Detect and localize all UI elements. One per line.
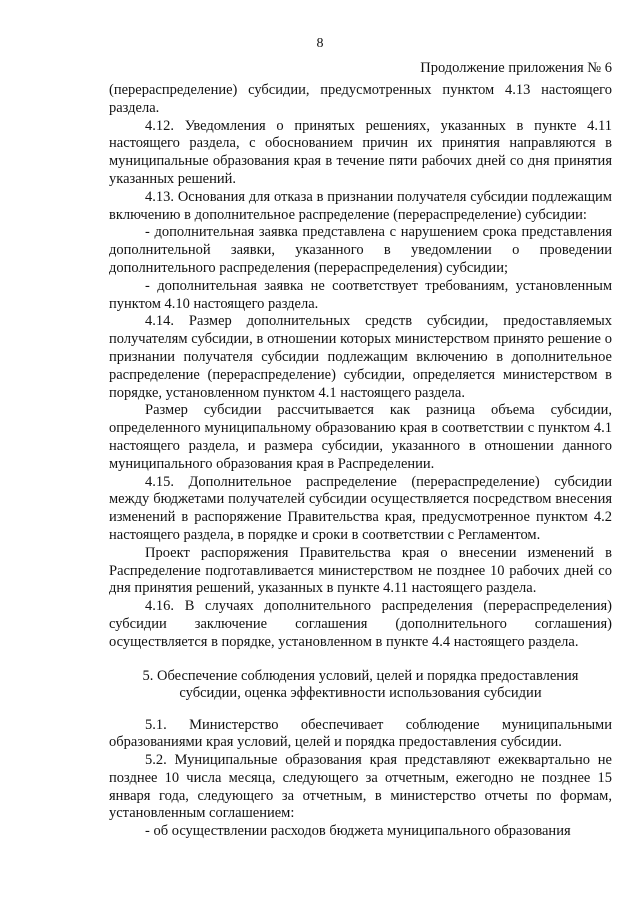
paragraph: 5.1. Министерство обеспечивает соблюдение муниципальными образованиями края условий, целей и порядка предоставления субсидии. [109,716,612,751]
paragraph: Размер субсидии рассчитывается как разница объема субсидии, определенного муниципальному образованию края в соответствии с пунктом 4.1 настоящего раздела, и размера субсидии, указанного в отношении данного муниципального образования края в Распределении. [109,402,612,472]
page-number: 8 [316,36,324,51]
document-body [109,82,612,841]
paragraph: 4.15. Дополнительное распределение (перераспределение) субсидии между бюджетами получателей субсидии осуществляется посредством внесения изменений в распоряжение Правительства края, предусмотренное пунктом 4.2 настоящего раздела, в порядке и сроки в соответствии с Регламентом. [109,473,612,543]
appendix-header: Продолжение приложения № 6 [420,60,612,76]
paragraph: 4.13. Основания для отказа в признании получателя субсидии подлежащим включению в дополнительное распределение (перераспределение) субсидии: [109,188,612,223]
list-item: - дополнительная заявка представлена с нарушением срока представления дополнительной заявки, указанного в уведомлении о проведении дополнительного распределения (перераспределения) субсидии; [109,224,612,276]
paragraph: 4.14. Размер дополнительных средств субсидии, предоставляемых получателям субсидии, в отношении которых министерством принято решение о признании получателя субсидии подлежащим включению в дополнительное распределение (перераспределение) субсидии, определяется министерством в порядке, установленном пунктом 4.1 настоящего раздела. [109,313,612,401]
paragraph: (перераспределение) субсидии, предусмотренных пунктом 4.13 настоящего раздела. [109,82,612,116]
list-item: - об осуществлении расходов бюджета муниципального образования [145,823,571,840]
paragraph: Проект распоряжения Правительства края о внесении изменений в Распределение подготавливается министерством не позднее 10 рабочих дней со дня принятия решений, указанных в пункте 4.11 настоящего раздела. [109,544,612,597]
paragraph: 4.12. Уведомления о принятых решениях, указанных в пункте 4.11 настоящего раздела, с обоснованием причин их принятия направляются в муниципальные образования края в течение пяти рабочих дней со дня принятия указанных решений. [109,117,612,187]
paragraph: 5.2. Муниципальные образования края представляют ежеквартально не позднее 10 числа месяца, следующего за отчетным, ежегодно не позднее 15 января года, следующего за отчетным, в министерство отчеты по формам, установленным соглашением: [109,752,612,822]
list-item: - дополнительная заявка не соответствует требованиям, установленным пунктом 4.10 настоящего раздела. [109,277,612,312]
section-heading: 5. Обеспечение соблюдения условий, целей и порядка предоставления субсидии, оценка эффективности использования субсидии [142,667,579,701]
paragraph: 4.16. В случаях дополнительного распределения (перераспределения) субсидии заключение соглашения (дополнительного соглашения) осуществляется в порядке, установленном в пункте 4.4 настоящего раздела. [109,598,612,650]
